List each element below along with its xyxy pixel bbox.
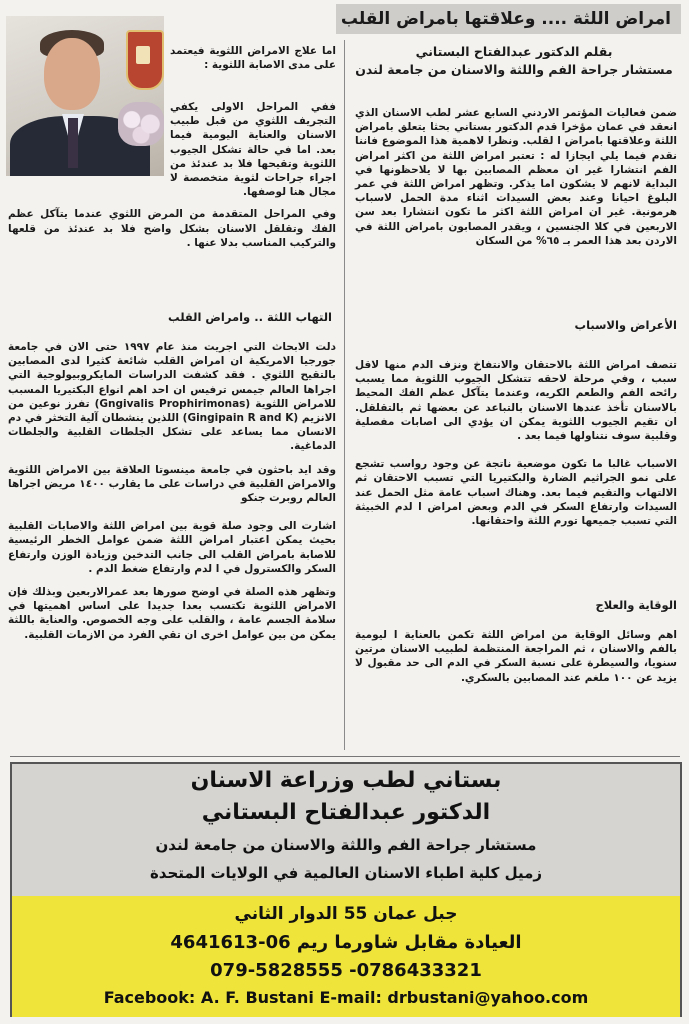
doctor-credential-1: مستشار جراحة الفم واللثة والاسنان من جامعة لندن (155, 836, 537, 854)
symptoms-paragraph: تتصف امراض اللثة بالاحتقان والانتفاخ ونزف الدم منها لاقل سبب ، وفي مرحلة لاحقه تتشكل الجيوب اللثوية مما يسبب رائحه الفم والطعم الكريه، وعندما يتآكل عظم الفك المحيط بالاسنان تأخذ عندها الاسنان بالتباعد عن بعضها ثم بالتقلقل. ان تقيم الجيوب اللثوية يمكن ان يؤدي الى اصابات مفصلية وقلبية سوف نتناولها فيما بعد . (355, 359, 677, 443)
treatment-paragraph: اما علاج الامراض اللثوية فيعتمد على مدى الاصابة اللثوية : (170, 45, 336, 72)
ad-separator (10, 756, 680, 757)
causes-paragraph: الاسباب غالبا ما تكون موضعية ناتجة عن وجود رواسب تشجع على نمو الجراثيم الضارة والبكتيريا التي تسبب الاحتقان ثم الالتهاب والتقيم فيما بعد. وهناك اسباب عامة مثل الحمل عند السيدات وارتفاع السكر في الدم وبعض امراض ا لدم الخبيثة التي تسبب جميعها تورم اللثة واحتقانها. (355, 458, 677, 528)
author-byline: بقلم الدكتور عبدالفتاح البستاني (415, 44, 613, 59)
doctor-name: الدكتور عبدالفتاح البستاني (201, 800, 491, 825)
risk-paragraph: اشارت الى وجود صلة قوية بين امراض اللثة والاصابات القلبية بحيث يمكن اعتبار امراض اللثة ضمن عوامل الخطر الرئيسية للاصابة بامراض القلب الى جانب التدخين وزيادة الوزن وارتفاع السكر والكسترول في ا لدم وارتفاع ضغط الدم . (8, 520, 336, 575)
right-column-symptoms (355, 358, 677, 537)
author-title: مستشار جراحة الفم واللثة والاسنان من جامعة لندن (355, 62, 673, 77)
clinic-advertisement (10, 762, 682, 1017)
early-stage-paragraph: ففي المراحل الاولى يكفي التجريف اللثوي من قبل طبيب الاسنان والعناية اليومية فيما بعد. اما في حالة تشكل الجيوب اللثوية وتقيحها فلا بد عندئذ من اجراء جراحات لثوية متخصصة لا مجال هنا لوصفها. (170, 101, 336, 199)
clinic-mobile-numbers: 079-5828555 -0786433321 (210, 960, 482, 981)
conclusion-paragraph: وتظهر هذه الصلة في اوضح صورها بعد عمرالاربعين وبذلك فإن الامراض اللثوية تكتسب بعدا جديدا على اساس اهميتها في سلامة الجسم عامة ، والقلب على وجه الخصوص. والعناية باللثة يمكن من بين عوامل اخرى ان تقي الفرد من الازمات القلبية. (8, 586, 336, 641)
prevention-paragraph: اهم وسائل الوقاية من امراض اللثة تكمن بالعناية ا ليومية بالفم والاسنان ، ثم المراجعة المنتظمة لطبيب الاسنان مرتين سنويا، والسيطرة على نسبة السكر في الدم الى حد مقبول لا يزيد عن ١٠٠ ملغم عند المصابين بالسكري. (355, 629, 677, 684)
minnesota-paragraph: وقد ايد باحثون في جامعة مينسوتا العلاقة بين الامراض اللثوية والامراض القلبية في دراسات على ما يقارب ١٤٠٠ مريض اجراها العالم روبرت جنكو (8, 463, 337, 505)
subheading-prevention: الوقاية والعلاج (595, 598, 677, 612)
subheading-inflammation: التهاب اللثة .. وامراض القلب (168, 310, 332, 324)
left-column-research (8, 340, 336, 651)
clinic-address: جبل عمان 55 الدوار الثاني (234, 904, 458, 924)
research-paragraph: دلت الابحاث التي اجريت منذ عام ١٩٩٧ حتى الان في جامعة جورجيا الامريكية ان امراض القلب شائعة كثيرا لدى المصابين بالتقيح اللثوي . فقد كشفت الدراسات المايكروبيولوجية التي اجراها العالم جيمس ترفيس ان احد اهم انواع البكتيريا المسبب للامراض اللثوية (Gngivalis Prophirimonas) تفرز نوعين من الانزيم (Gingipain R and K) اللذين ينشطان آلية التخثر في دم الانسان مما يساعد على تشكل الجلطات القلبية والجلطات الدماغية. (8, 341, 336, 453)
subheading-symptoms: الأعراض والاسباب (574, 318, 677, 332)
column-divider (344, 40, 345, 750)
clinic-name: بستاني لطب وزراعة الاسنان (190, 768, 502, 793)
advanced-stage-paragraph: وفي المراحل المتقدمة من المرض اللثوي عندما يتآكل عظم الفك وتقلقل الاسنان بشكل واضح فلا بد عندئذ من قلعها والتركيب المناسب بدلا عنها . (8, 208, 336, 249)
right-column-intro (355, 106, 677, 257)
right-column-prevention (355, 628, 677, 694)
article-headline: امراض اللثة .... وعلاقتها بامراض القلب (336, 4, 681, 34)
left-column-treatment (8, 100, 336, 259)
doctor-credential-2: زميل كلية اطباء الاسنان العالمية في الولايات المتحدة (149, 864, 543, 882)
clinic-landmark-phone: العيادة مقابل شاورما ريم 06-4641613 (170, 932, 522, 953)
clinic-social-email: Facebook: A. F. Bustani E-mail: drbustani@yahoo.com (103, 988, 589, 1007)
crest-icon (126, 30, 164, 90)
intro-paragraph: ضمن فعاليات المؤتمر الاردني السابع عشر لطب الاسنان الذي انعقد في عمان مؤخرا قدم الدكتور بستاني بحثا يتعلق بامراض اللثة وعلاقتها بامراض ا لقلب. ونظرا لاهمية هذا الموضوع فاننا نقدم فيما يلي ايجازا له : تعتبر امراض اللثة من اكثر امراض الفم انتشارا غير ان معظم المصابين بها لا يلاحظونها في البداية لانهم لا يشكون اما يذكر. وتظهر امراض اللثة في عمر البلوغ احيانا وعند بعض السيدات اثناء مدة الحمل لاسباب هرمونية. غير ان امراض اللثة اكثر ما تكون انتشارا بعد سن الاربعين في كلا الجنسين ، ويقدر المصابون بامراض اللثة في الاردن بعد هذا العمر بـ ٦٥% من السكان (355, 107, 677, 247)
left-column-top (170, 44, 336, 81)
